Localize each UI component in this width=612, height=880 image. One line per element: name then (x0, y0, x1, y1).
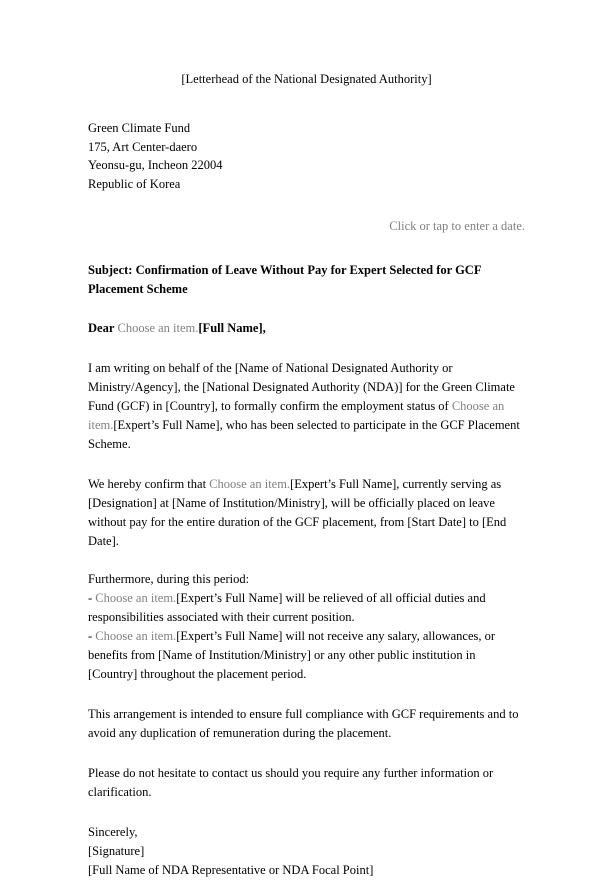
closing-block (88, 823, 525, 880)
signatory-name-field: [Full Name of NDA Representative or NDA Focal Point] (88, 863, 374, 877)
paragraph-2-text-before: We hereby confirm that (88, 477, 207, 491)
date-picker-placeholder[interactable]: Click or tap to enter a date. (389, 219, 525, 233)
date-field-row (88, 217, 525, 235)
paragraph-1-dropdown-placeholder[interactable]: Choose an item. (88, 399, 505, 432)
paragraph-contact: Please do not hesitate to contact us should you require any further information or clarification. (88, 766, 494, 799)
paragraph-2-dropdown-placeholder[interactable]: Choose an item. (209, 477, 291, 491)
recipient-address-block (88, 119, 525, 193)
paragraph-1-text-before: I am writing on behalf of the [Name of National Designated Authority or Ministry/Agency], the [National Designated Authority (NDA)] for the Green Climate Fund (GCF) in [Country], to formally confirm the employment status of (88, 361, 515, 413)
closing-sincerely: Sincerely, (88, 825, 138, 839)
paragraph-1-text-after: [Expert’s Full Name], who has been selected to participate in the GCF Placement Scheme. (88, 418, 520, 451)
salutation-line (88, 319, 525, 338)
salutation-dropdown-placeholder[interactable]: Choose an item. (117, 321, 199, 335)
list-item-dash: - (88, 629, 93, 643)
paragraph-compliance: This arrangement is intended to ensure full compliance with GCF requirements and to avoid any duplication of remuneration during the placement. (88, 707, 519, 740)
document-content (88, 0, 525, 880)
list-item (88, 589, 525, 627)
paragraph-leave-confirmation (88, 475, 525, 551)
address-line: Green Climate Fund (88, 121, 191, 135)
list-item-text: [Expert’s Full Name] will not receive any salary, allowances, or benefits from [Name of Institution/Ministry] or any other public institution in [Country] throughout the placement period. (88, 629, 496, 681)
letterhead-placeholder: [Letterhead of the National Designated Authority] (181, 72, 432, 86)
address-line: Republic of Korea (88, 176, 181, 191)
signature-field: [Signature] (88, 844, 145, 858)
subject-line: Subject: Confirmation of Leave Without Pay for Expert Selected for GCF Placement Scheme (88, 263, 482, 296)
list-item-dash: - (88, 591, 93, 605)
list-section (88, 570, 525, 684)
list-item-text: [Expert’s Full Name] will be relieved of all official duties and responsibilities associated with their current position. (88, 591, 486, 624)
list-intro-line: Furthermore, during this period: (88, 572, 250, 586)
paragraph-2-text-after: [Expert’s Full Name], currently serving as [Designation] at [Name of Institution/Ministry], will be officially placed on leave without pay for the entire duration of the GCF placement, from [Start Date] to [End Date]. (88, 477, 507, 548)
address-line: 175, Art Center-daero (88, 139, 198, 154)
paragraph-employment-status (88, 359, 525, 454)
salutation-name-field: [Full Name], (198, 321, 266, 335)
list-item (88, 627, 525, 684)
list-item-dropdown-placeholder[interactable]: Choose an item. (95, 629, 177, 643)
salutation-greeting: Dear (88, 321, 115, 335)
address-line: Yeonsu-gu, Incheon 22004 (88, 158, 223, 172)
list-item-dropdown-placeholder[interactable]: Choose an item. (95, 591, 177, 605)
